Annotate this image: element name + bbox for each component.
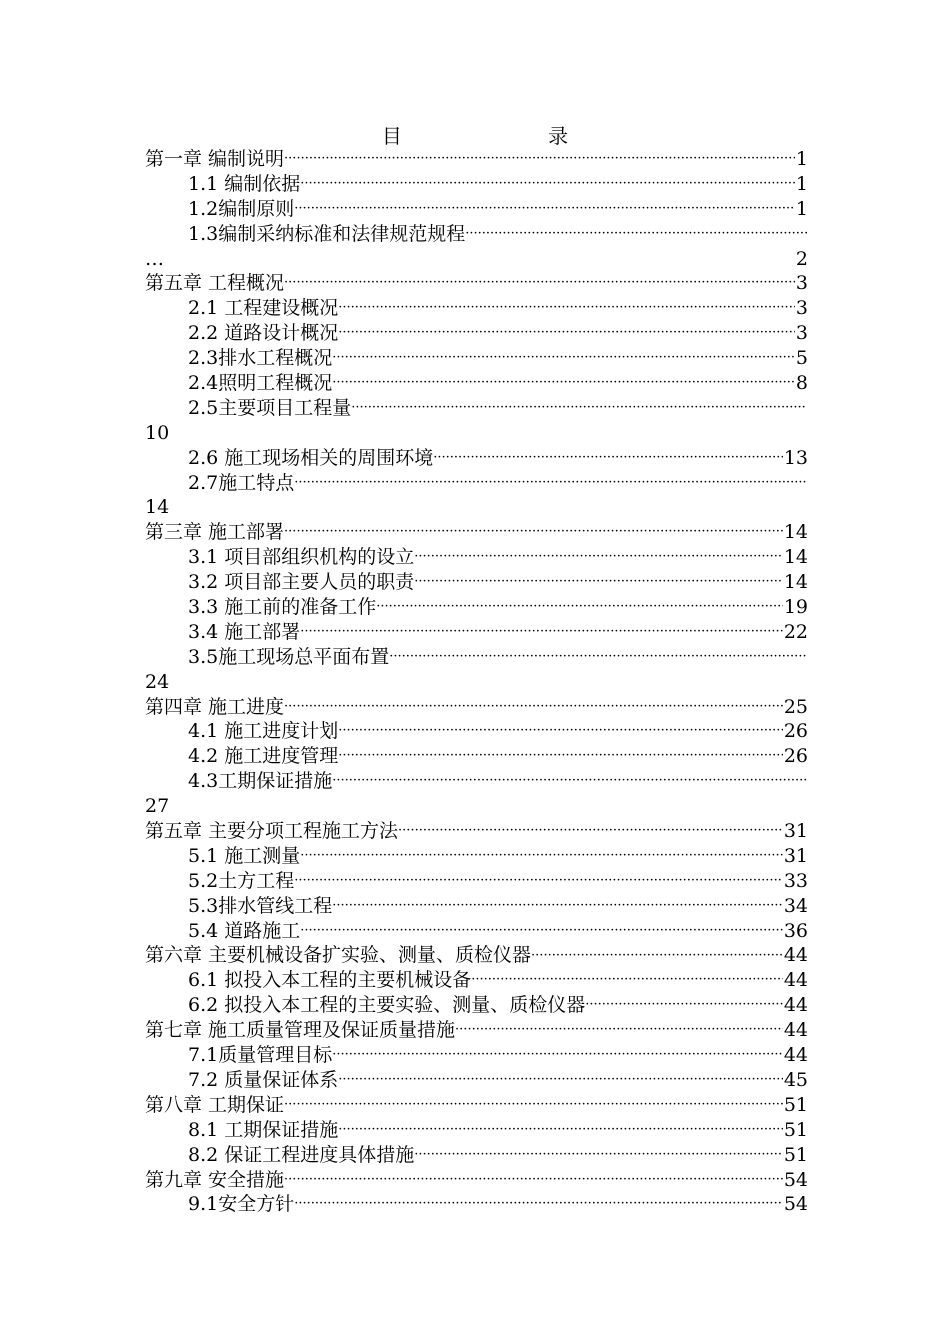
toc-entry-label: 4.1 施工进度计划 bbox=[188, 720, 339, 743]
toc-dot-leader bbox=[455, 1018, 783, 1043]
toc-dot-leader bbox=[414, 545, 783, 570]
toc-entry-page: 45 bbox=[783, 1068, 808, 1091]
toc-entry-label: 2.6 施工现场相关的周围环境 bbox=[188, 446, 434, 469]
toc-entry-label: 6.1 拟投入本工程的主要机械设备 bbox=[188, 969, 472, 992]
toc-dot-leader bbox=[284, 271, 795, 296]
toc-dot-leader bbox=[300, 919, 783, 944]
toc-chapter-entry[interactable] bbox=[145, 695, 808, 720]
toc-dot-leader bbox=[284, 1093, 783, 1118]
toc-dot-leader bbox=[332, 1043, 783, 1068]
toc-entry-page: 44 bbox=[783, 994, 808, 1017]
toc-entry-page: 1 bbox=[795, 197, 808, 220]
toc-chapter-entry[interactable] bbox=[145, 1093, 808, 1118]
toc-dot-leader bbox=[294, 1192, 783, 1217]
toc-entry-page: 51 bbox=[783, 1143, 808, 1166]
toc-dot-leader bbox=[300, 620, 783, 645]
toc-entry-page: 51 bbox=[783, 1093, 808, 1116]
toc-dot-leader bbox=[338, 744, 783, 769]
toc-section-entry[interactable] bbox=[145, 346, 808, 371]
toc-entry-page: 3 bbox=[795, 272, 808, 295]
toc-entry-label: 8.1 工期保证措施 bbox=[188, 1118, 339, 1141]
toc-entry-label: 3.4 施工部署 bbox=[188, 620, 301, 643]
toc-section-entry[interactable] bbox=[145, 744, 808, 769]
toc-entry-label: 第四章 施工进度 bbox=[145, 695, 285, 718]
toc-entry-page: 31 bbox=[783, 820, 808, 843]
toc-entry-label: 4.3工期保证措施 bbox=[188, 770, 333, 793]
toc-entry-label: 3.1 项目部组织机构的设立 bbox=[188, 546, 415, 569]
toc-entry-label: 3.3 施工前的准备工作 bbox=[188, 596, 377, 619]
toc-section-entry[interactable] bbox=[145, 471, 808, 496]
toc-entry-page: 3 bbox=[795, 322, 808, 345]
toc-entry-label: 5.2土方工程 bbox=[188, 869, 295, 892]
toc-entry-page: 54 bbox=[783, 1168, 808, 1191]
toc-dot-leader bbox=[398, 819, 783, 844]
toc-chapter-entry[interactable] bbox=[145, 1018, 808, 1043]
toc-entry-label: 4.2 施工进度管理 bbox=[188, 745, 339, 768]
toc-entry-label: 第三章 施工部署 bbox=[145, 521, 285, 544]
toc-entry-label: 第五章 主要分项工程施工方法 bbox=[145, 820, 399, 843]
toc-section-entry[interactable] bbox=[145, 844, 808, 869]
toc-section-entry[interactable] bbox=[145, 570, 808, 595]
toc-entry-label: 2.7施工特点 bbox=[188, 471, 295, 494]
toc-section-entry[interactable] bbox=[145, 869, 808, 894]
toc-entry-page: 14 bbox=[783, 521, 808, 544]
toc-entry-page: 19 bbox=[783, 596, 808, 619]
toc-entry-page: 44 bbox=[783, 944, 808, 967]
toc-dot-leader bbox=[338, 296, 795, 321]
toc-wrapped-page bbox=[145, 247, 808, 272]
toc-entry-page: 26 bbox=[783, 720, 808, 743]
toc-dot-leader bbox=[294, 471, 807, 496]
toc-dot-leader bbox=[284, 147, 795, 172]
toc-dot-leader bbox=[338, 321, 795, 346]
toc-entry-page: 44 bbox=[783, 1019, 808, 1042]
toc-section-entry[interactable] bbox=[145, 371, 808, 396]
toc-entry-label: 第九章 安全措施 bbox=[145, 1168, 285, 1191]
toc-entry-page: 5 bbox=[795, 347, 808, 370]
toc-entry-label: 第六章 主要机械设备扩实验、测量、质检仪器 bbox=[145, 944, 532, 967]
toc-chapter-entry[interactable] bbox=[145, 147, 808, 172]
toc-entry-label: 5.1 施工测量 bbox=[188, 844, 301, 867]
toc-entry-label: 2.3排水工程概况 bbox=[188, 347, 333, 370]
toc-dot-leader bbox=[284, 695, 783, 720]
toc-dot-leader bbox=[376, 595, 783, 620]
toc-entry-page: 34 bbox=[783, 894, 808, 917]
toc-dot-leader bbox=[414, 570, 783, 595]
toc-dot-leader bbox=[531, 944, 783, 969]
toc-dot-leader bbox=[338, 1118, 783, 1143]
toc-section-entry[interactable] bbox=[145, 197, 808, 222]
toc-chapter-entry[interactable] bbox=[145, 271, 808, 296]
toc-dot-leader bbox=[332, 371, 795, 396]
toc-entry-label: 5.3排水管线工程 bbox=[188, 894, 333, 917]
toc-entry-page: 36 bbox=[783, 919, 808, 942]
toc-entry-page: 3 bbox=[795, 297, 808, 320]
toc-section-entry[interactable] bbox=[145, 296, 808, 321]
toc-dot-leader bbox=[294, 869, 783, 894]
toc-wrapped-leader: … bbox=[145, 247, 164, 270]
toc-dot-leader bbox=[585, 993, 783, 1018]
toc-dot-leader bbox=[465, 222, 807, 247]
toc-entry-page: 33 bbox=[783, 869, 808, 892]
toc-chapter-entry[interactable] bbox=[145, 520, 808, 545]
toc-entry-label: 1.1 编制依据 bbox=[188, 172, 301, 195]
toc-section-entry[interactable] bbox=[145, 595, 808, 620]
toc-entry-label: 1.3编制采纳标准和法律规范规程 bbox=[188, 222, 466, 245]
toc-entry-page: 44 bbox=[783, 1044, 808, 1067]
toc-section-entry[interactable] bbox=[145, 1192, 808, 1217]
toc-dot-leader bbox=[284, 520, 783, 545]
toc-section-entry[interactable] bbox=[145, 545, 808, 570]
toc-entry-label: 9.1安全方针 bbox=[188, 1193, 295, 1216]
toc-wrapped-page-number: 2 bbox=[795, 247, 808, 270]
toc-entry-label: 2.1 工程建设概况 bbox=[188, 297, 339, 320]
toc-wrapped-page: 14 bbox=[145, 496, 170, 519]
toc-entry-label: 1.2编制原则 bbox=[188, 197, 295, 220]
toc-dot-leader bbox=[332, 346, 795, 371]
toc-dot-leader bbox=[338, 1068, 783, 1093]
toc-entry-label: 7.1质量管理目标 bbox=[188, 1044, 333, 1067]
toc-section-entry[interactable] bbox=[145, 1043, 808, 1068]
toc-entry-label: 7.2 质量保证体系 bbox=[188, 1068, 339, 1091]
toc-entry-page: 22 bbox=[783, 620, 808, 643]
table-of-contents bbox=[145, 147, 808, 1217]
toc-entry-label: 2.5主要项目工程量 bbox=[188, 396, 352, 419]
toc-chapter-entry[interactable] bbox=[145, 1168, 808, 1193]
toc-entry-label: 8.2 保证工程进度具体措施 bbox=[188, 1143, 415, 1166]
toc-entry-label: 2.2 道路设计概况 bbox=[188, 322, 339, 345]
toc-dot-leader bbox=[300, 844, 783, 869]
toc-entry-label: 2.4照明工程概况 bbox=[188, 372, 333, 394]
toc-dot-leader bbox=[414, 1143, 783, 1168]
toc-entry-page: 44 bbox=[783, 969, 808, 992]
toc-entry-label: 5.4 道路施工 bbox=[188, 919, 301, 942]
toc-dot-leader bbox=[332, 769, 807, 794]
toc-section-entry[interactable] bbox=[145, 719, 808, 744]
toc-entry-label: 第一章 编制说明 bbox=[145, 147, 285, 170]
toc-section-entry[interactable] bbox=[145, 620, 808, 645]
toc-section-entry[interactable] bbox=[145, 919, 808, 944]
toc-wrapped-page: 24 bbox=[145, 670, 170, 693]
toc-entry-page: 25 bbox=[783, 695, 808, 718]
toc-entry-label: 6.2 拟投入本工程的主要实验、测量、质检仪器 bbox=[188, 994, 586, 1017]
toc-dot-leader bbox=[389, 645, 807, 670]
toc-section-entry[interactable] bbox=[145, 968, 808, 993]
toc-entry-label: 第七章 施工质量管理及保证质量措施 bbox=[145, 1019, 456, 1042]
toc-entry-page: 1 bbox=[795, 172, 808, 195]
toc-chapter-entry[interactable] bbox=[145, 819, 808, 844]
toc-wrapped-page: 27 bbox=[145, 795, 170, 818]
toc-chapter-entry[interactable] bbox=[145, 944, 808, 969]
toc-section-entry[interactable] bbox=[145, 769, 808, 794]
toc-section-entry[interactable] bbox=[145, 645, 808, 670]
toc-section-entry[interactable] bbox=[145, 1068, 808, 1093]
toc-entry-page: 13 bbox=[783, 446, 808, 469]
toc-entry-label: 3.2 项目部主要人员的职责 bbox=[188, 571, 415, 594]
toc-entry-page: 26 bbox=[783, 745, 808, 768]
toc-entry-label: 3.5施工现场总平面布置 bbox=[188, 645, 390, 668]
toc-wrapped-page: 10 bbox=[145, 421, 170, 444]
toc-dot-leader bbox=[300, 172, 795, 197]
toc-section-entry[interactable] bbox=[145, 396, 808, 421]
toc-section-entry[interactable] bbox=[145, 1143, 808, 1168]
toc-section-entry[interactable] bbox=[145, 993, 808, 1018]
toc-entry-label: 第五章 工程概况 bbox=[145, 272, 285, 295]
toc-section-entry[interactable] bbox=[145, 222, 808, 247]
toc-section-entry[interactable] bbox=[145, 1118, 808, 1143]
toc-dot-leader bbox=[471, 968, 783, 993]
toc-title: 目 录 bbox=[381, 124, 639, 148]
toc-entry-label: 第八章 工期保证 bbox=[145, 1093, 285, 1116]
toc-section-entry[interactable] bbox=[145, 172, 808, 197]
toc-dot-leader bbox=[332, 894, 783, 919]
toc-entry-page: 31 bbox=[783, 844, 808, 867]
toc-entry-page: 54 bbox=[783, 1193, 808, 1216]
toc-entry-page: 14 bbox=[783, 546, 808, 569]
toc-section-entry[interactable] bbox=[145, 894, 808, 919]
toc-section-entry[interactable] bbox=[145, 446, 808, 471]
toc-dot-leader bbox=[294, 197, 795, 222]
toc-entry-page: 51 bbox=[783, 1118, 808, 1141]
toc-entry-page: 14 bbox=[783, 571, 808, 594]
toc-section-entry[interactable] bbox=[145, 321, 808, 346]
toc-dot-leader bbox=[338, 719, 783, 744]
toc-entry-page: 8 bbox=[795, 372, 808, 394]
toc-dot-leader bbox=[284, 1168, 783, 1193]
toc-entry-page: 1 bbox=[795, 147, 808, 170]
toc-dot-leader bbox=[351, 396, 807, 421]
toc-dot-leader bbox=[433, 446, 783, 471]
